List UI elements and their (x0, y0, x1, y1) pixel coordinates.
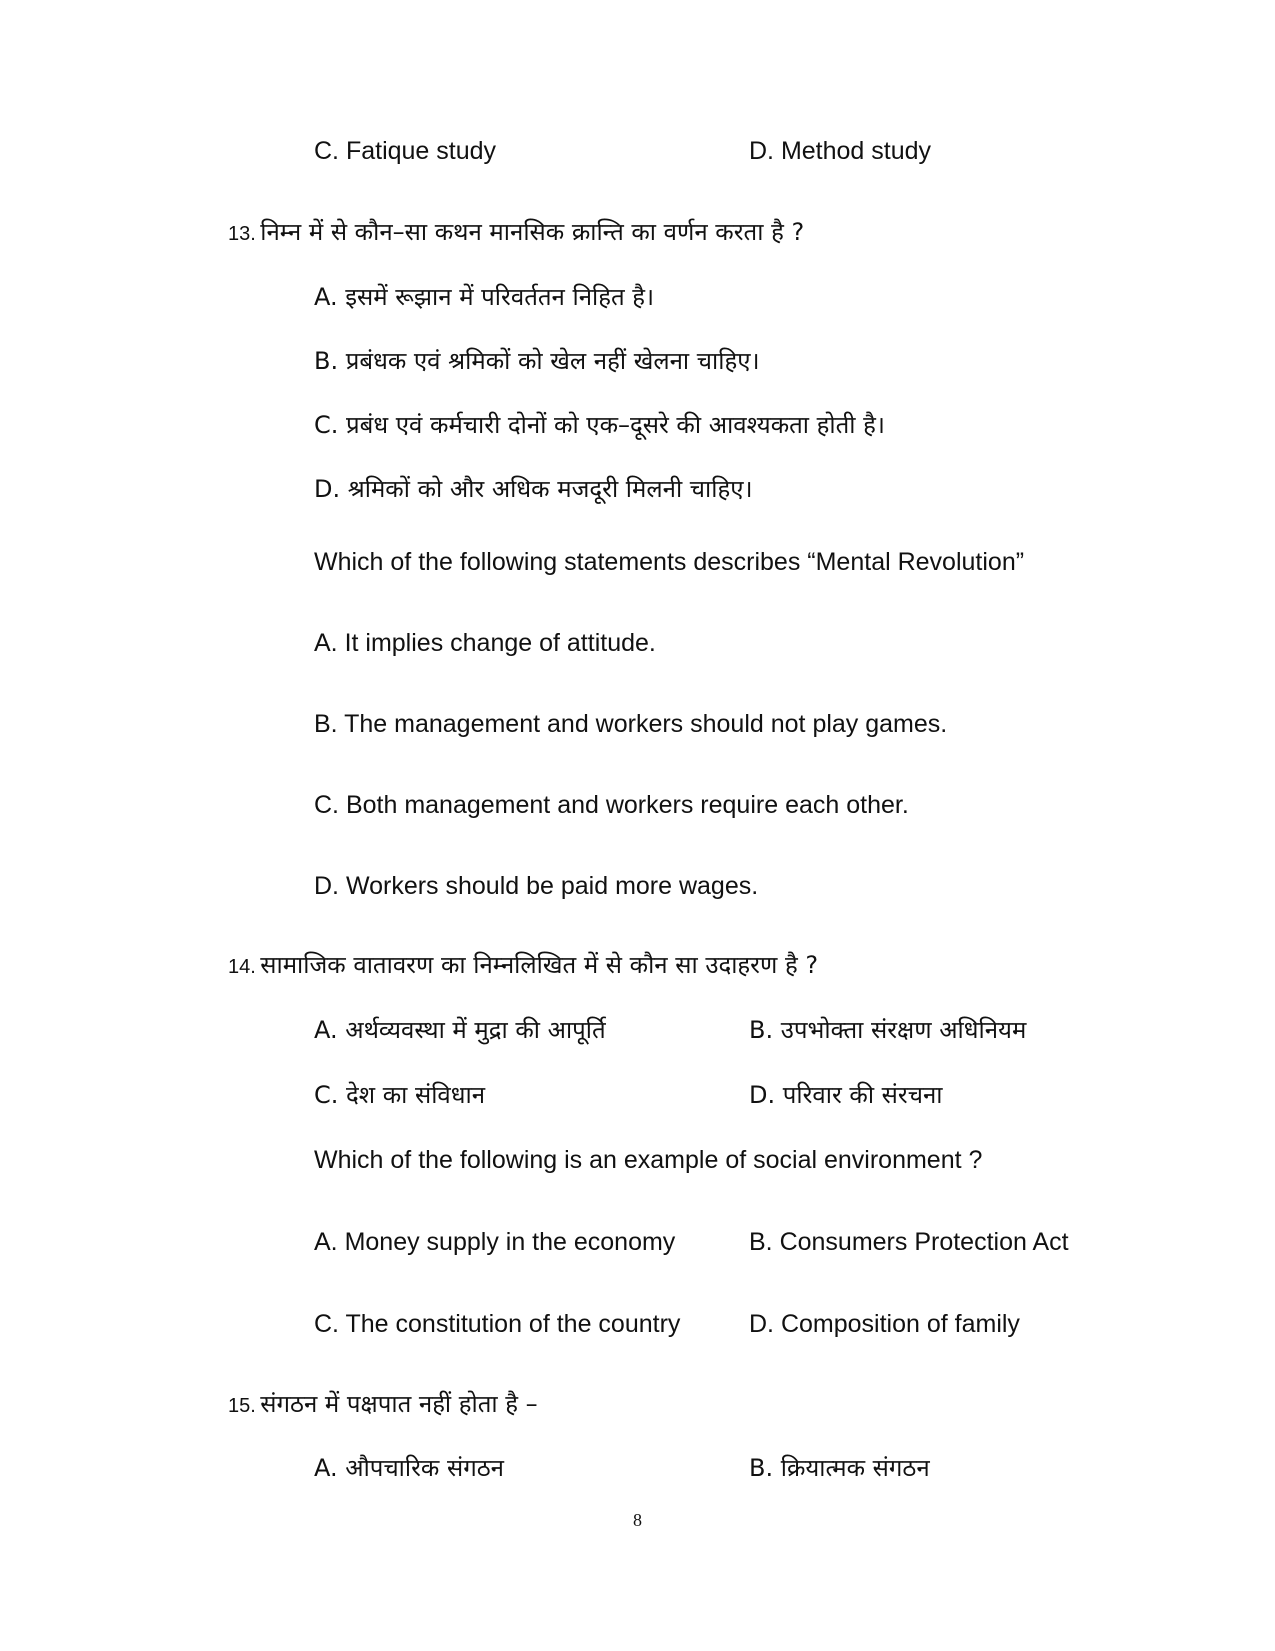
q14-option-b-english: B. Consumers Protection Act (749, 1228, 1069, 1256)
q15-question-hindi (228, 1392, 538, 1416)
q14-option-d-english: D. Composition of family (749, 1310, 1020, 1338)
q13-option-a-english: A. It implies change of attitude. (314, 629, 656, 657)
q14-number: 14. (228, 956, 256, 978)
q14-option-d-hindi: D. परिवार की संरचना (749, 1081, 943, 1109)
q13-option-c-english: C. Both management and workers require each other. (314, 791, 909, 819)
page-number: 8 (633, 1510, 642, 1530)
q15-question-hindi-text: संगठन में पक्षपात नहीं होता है – (260, 1390, 538, 1418)
q13-question-english: Which of the following statements describes “Mental Revolution” (314, 548, 1025, 576)
q14-option-a-english: A. Money supply in the economy (314, 1228, 676, 1256)
q14-option-c-hindi: C. देश का संविधान (314, 1081, 486, 1109)
q13-option-b-english: B. The management and workers should not play games. (314, 710, 948, 738)
q15-number: 15. (228, 1395, 256, 1417)
q15-option-b-hindi: B. क्रियात्मक संगठन (749, 1454, 930, 1482)
q13-number: 13. (228, 223, 256, 245)
q13-question-hindi (228, 220, 804, 244)
q13-option-d-hindi: D. श्रमिकों को और अधिक मजदूरी मिलनी चाहिए। (314, 475, 753, 503)
q15-option-a-hindi: A. औपचारिक संगठन (314, 1454, 504, 1482)
q13-question-hindi-text: निम्न में से कौन–सा कथन मानसिक क्रान्ति का वर्णन करता है ? (260, 218, 805, 246)
q14-option-a-hindi: A. अर्थव्यवस्था में मुद्रा की आपूर्ति (314, 1016, 606, 1044)
q14-option-c-english: C. The constitution of the country (314, 1310, 681, 1338)
q13-option-c-hindi: C. प्रबंध एवं कर्मचारी दोनों को एक–दूसरे की आवश्यकता होती है। (314, 411, 885, 439)
q14-question-hindi-text: सामाजिक वातावरण का निम्नलिखित में से कौन सा उदाहरण है ? (260, 951, 819, 979)
q13-option-a-hindi: A. इसमें रूझान में परिवर्ततन निहित है। (314, 283, 655, 311)
q13-option-d-english: D. Workers should be paid more wages. (314, 872, 759, 900)
q14-question-hindi (228, 953, 818, 977)
q13-option-b-hindi: B. प्रबंधक एवं श्रमिकों को खेल नहीं खेलना चाहिए। (314, 347, 760, 375)
q14-option-b-hindi: B. उपभोक्ता संरक्षण अधिनियम (749, 1016, 1027, 1044)
q14-question-english: Which of the following is an example of social environment ? (314, 1146, 983, 1174)
q12-option-d: D. Method study (749, 137, 932, 165)
q12-option-c: C. Fatique study (314, 137, 497, 165)
